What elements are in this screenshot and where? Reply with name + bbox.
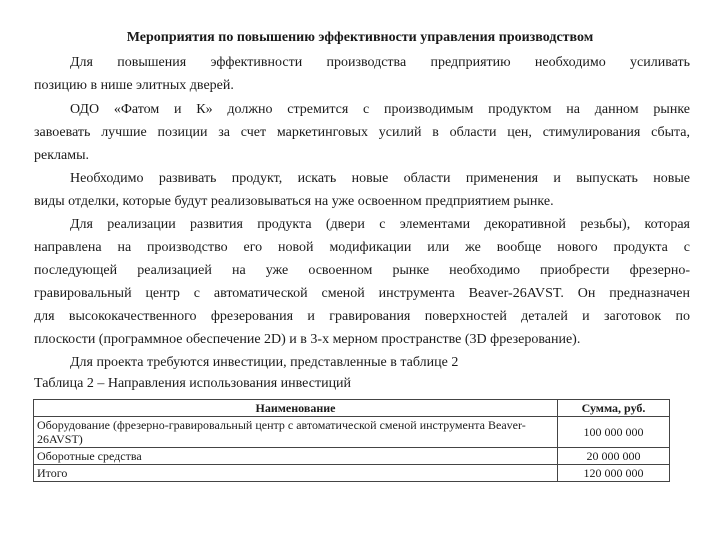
investment-table <box>33 399 670 482</box>
paragraph-line: направлена на производство его новой модификации или же вообще нового продукта с <box>34 240 690 255</box>
paragraph-line: Необходимо развивать продукт, искать новые области применения и выпускать новые <box>70 171 690 186</box>
table-caption: Таблица 2 – Направления использования инвестиций <box>34 376 352 391</box>
paragraph-line: Для повышения эффективности производства предприятию необходимо усиливать <box>70 55 690 70</box>
paragraph-line: плоскости (программное обеспечение 2D) и в 3-х мерном пространстве (3D фрезерование). <box>34 332 581 347</box>
page-title: Мероприятия по повышению эффективности управления производством <box>126 30 594 45</box>
table-row <box>34 417 670 448</box>
paragraph-line: для высококачественного фрезерования и гравирования поверхностей деталей и заготовок по <box>34 309 690 324</box>
row-sum: 20 000 000 <box>558 448 670 465</box>
paragraph-line: рекламы. <box>34 148 89 163</box>
table-row <box>34 465 670 482</box>
row-sum: 100 000 000 <box>558 417 670 448</box>
table-row <box>34 448 670 465</box>
paragraph-line: Для реализации развития продукта (двери с элементами декоративной резьбы), которая <box>70 217 690 232</box>
row-name: Оборотные средства <box>34 448 558 465</box>
paragraph-line: виды отделки, которые будут реализовываться на уже освоенном предприятием рынке. <box>34 194 554 209</box>
paragraph-line: позицию в нише элитных дверей. <box>34 78 234 93</box>
paragraph-line: гравировальный центр с автоматической сменой инструмента Beaver-26AVST. Он предназначен <box>34 286 690 301</box>
header-sum: Сумма, руб. <box>558 400 670 417</box>
table-header-row <box>34 400 670 417</box>
row-name: Итого <box>34 465 558 482</box>
paragraph-line: завоевать лучшие позиции за счет маркетинговых усилий в области цен, стимулирования сбыта, <box>34 125 690 140</box>
row-sum: 120 000 000 <box>558 465 670 482</box>
row-name: Оборудование (фрезерно-гравировальный центр с автоматической сменой инструмента Beaver-26AVST) <box>34 417 558 448</box>
paragraph-line: Для проекта требуются инвестиции, представленные в таблице 2 <box>70 355 459 370</box>
paragraph-line: последующей реализацией на уже освоенном рынке необходимо приобрести фрезерно- <box>34 263 690 278</box>
header-name: Наименование <box>34 400 558 417</box>
paragraph-line: ОДО «Фатом и К» должно стремится с производимым продуктом на данном рынке <box>70 102 690 117</box>
